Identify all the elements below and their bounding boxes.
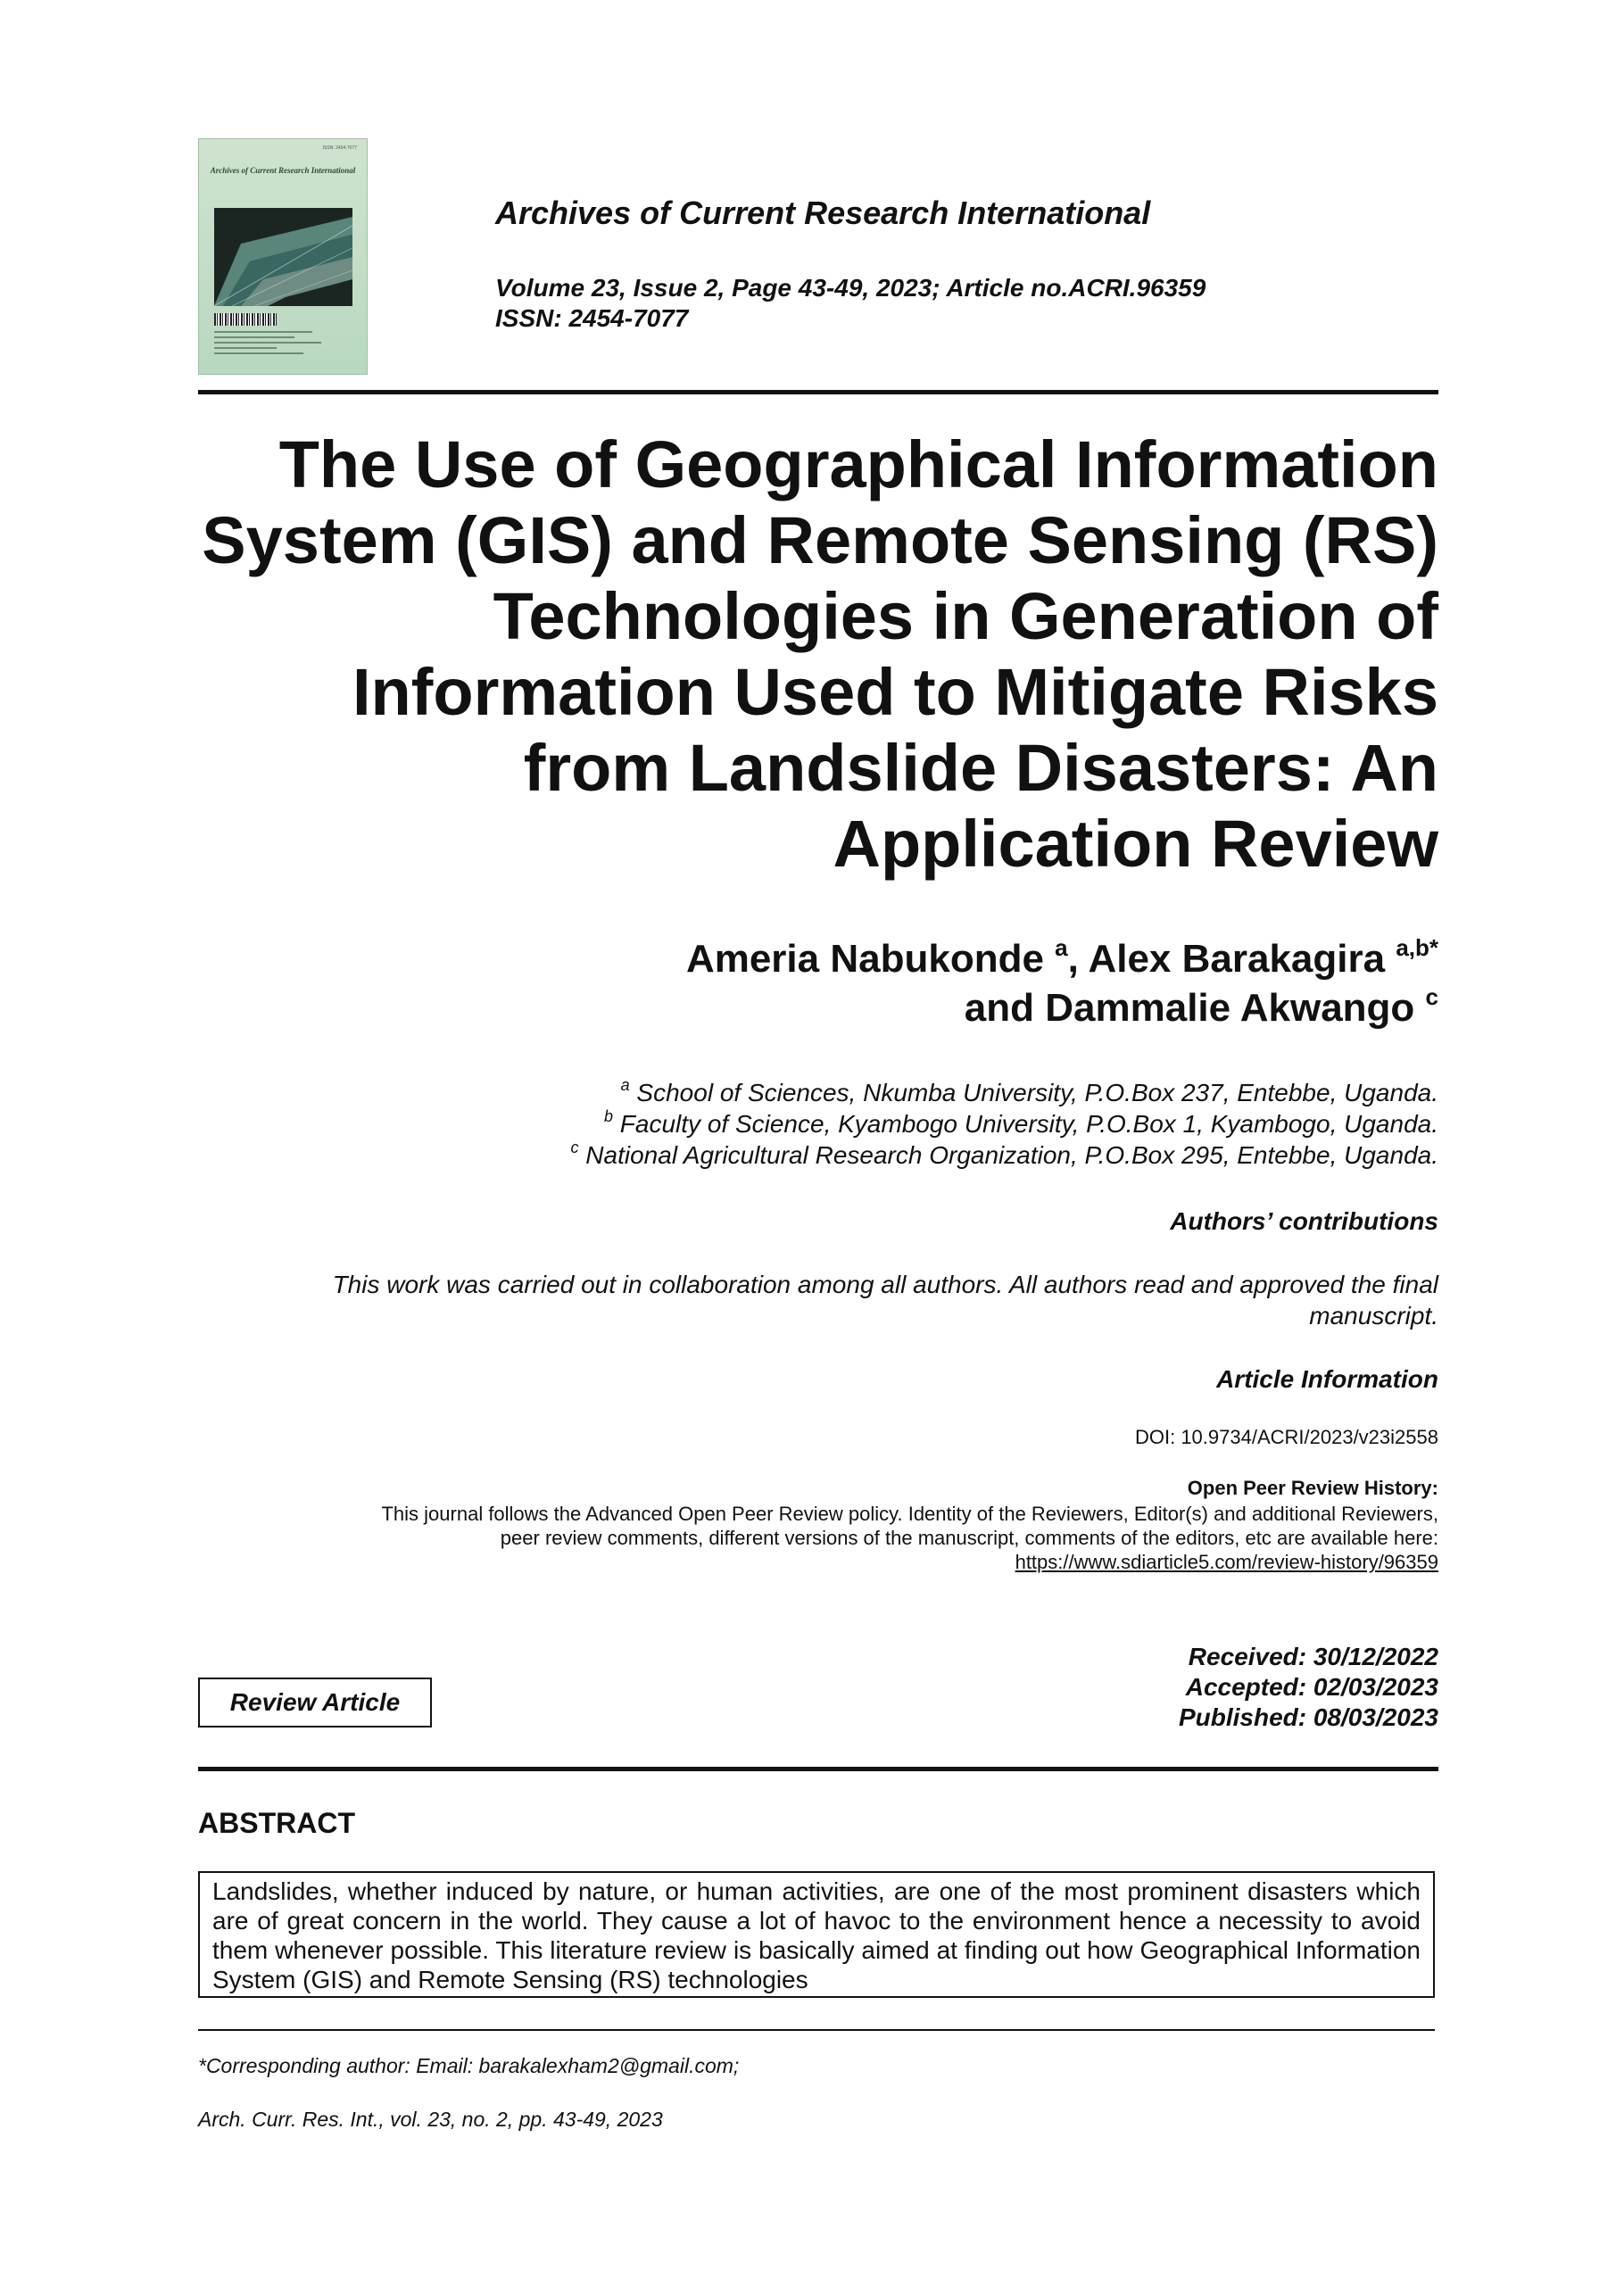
cover-title: Archives of Current Research International [210, 166, 356, 175]
title-line: Information Used to Mitigate Risks [352, 655, 1438, 729]
article-type-badge: Review Article [198, 1678, 432, 1727]
peer-review-heading: Open Peer Review History: [1187, 1477, 1438, 1499]
article-dates [1179, 1642, 1438, 1733]
cover-artwork [214, 208, 352, 306]
author-affiliation-mark: c [1425, 983, 1438, 1010]
affiliation-item [571, 1139, 1438, 1171]
title-line: from Landslide Disasters: An [523, 731, 1438, 805]
corresponding-author-footnote: *Corresponding author: Email: barakalexham2@gmail.com; [198, 2054, 740, 2077]
peer-review-text [381, 1502, 1438, 1574]
author-name: and Dammalie Akwango [964, 986, 1426, 1030]
journal-volume-line: Volume 23, Issue 2, Page 43-49, 2023; Article no.ACRI.96359 [495, 274, 1206, 302]
affiliation-text: School of Sciences, Nkumba University, P.O.Box 237, Entebbe, Uganda. [629, 1079, 1438, 1106]
cover-artwork-graphic [214, 208, 352, 306]
affiliation-item [571, 1108, 1438, 1139]
author-name: Ameria Nabukonde [685, 937, 1056, 981]
cover-text-lines [214, 331, 330, 363]
doi: DOI: 10.9734/ACRI/2023/v23i2558 [1134, 1426, 1438, 1448]
peer-review-line: This journal follows the Advanced Open Peer Review policy. Identity of the Reviewers, Editor(s) and additional Reviewers, [381, 1503, 1438, 1525]
footnote-divider [198, 2029, 1435, 2031]
contributions-line: manuscript. [1309, 1302, 1438, 1330]
abstract-text: Landslides, whether induced by nature, or human activities, are one of the most prominent disasters which are of great concern in the world. They cause a lot of havoc to the environment hence a necessity to avoid them whenever possible. This literature review is basically aimed at finding out how Geographical Information System (GIS) and Remote Sensing (RS) technologies [212, 1877, 1421, 1993]
abstract-box [198, 1871, 1435, 1998]
title-line: Technologies in Generation of [493, 579, 1438, 653]
citation-footer: Arch. Curr. Res. Int., vol. 23, no. 2, pp. 43-49, 2023 [198, 2108, 663, 2131]
affiliations [571, 1077, 1438, 1171]
affiliation-text: Faculty of Science, Kyambogo University, P.O.Box 1, Kyambogo, Uganda. [613, 1110, 1438, 1138]
contributions-heading: Authors’ contributions [1170, 1207, 1438, 1235]
author-affiliation-mark: a,b* [1396, 934, 1438, 961]
author-list [686, 934, 1438, 1032]
contributions-line: This work was carried out in collaboration among all authors. All authors read and approved the final [332, 1271, 1438, 1298]
article-title [189, 427, 1438, 882]
author-affiliation-mark: a [1055, 934, 1068, 961]
cover-issn: ISSN: 2454-7077 [322, 145, 357, 151]
journal-cover-image [198, 138, 368, 375]
abstract-heading: ABSTRACT [198, 1807, 355, 1839]
peer-review-line: peer review comments, different versions of the manuscript, comments of the editors, etc are available here: [500, 1527, 1438, 1549]
journal-name: Archives of Current Research International [495, 195, 1151, 231]
affiliation-mark: b [604, 1107, 614, 1125]
cover-barcode [214, 313, 277, 326]
affiliation-text: National Agricultural Research Organization, P.O.Box 295, Entebbe, Uganda. [578, 1141, 1438, 1169]
affiliation-mark: a [620, 1076, 630, 1094]
accepted-date: Accepted: 02/03/2023 [1185, 1673, 1438, 1701]
title-line: System (GIS) and Remote Sensing (RS) [202, 503, 1438, 577]
author-name: , Alex Barakagira [1067, 937, 1396, 981]
title-line: The Use of Geographical Information [278, 427, 1438, 501]
author-line-1 [686, 934, 1438, 983]
affiliation-item [571, 1077, 1438, 1108]
affiliation-mark: c [570, 1139, 579, 1156]
header-divider [198, 390, 1438, 394]
contributions-text [333, 1269, 1438, 1331]
published-date: Published: 08/03/2023 [1178, 1703, 1438, 1731]
author-line-2 [686, 983, 1438, 1032]
section-divider [198, 1767, 1438, 1771]
title-line: Application Review [833, 807, 1438, 881]
journal-issn: ISSN: 2454-7077 [495, 304, 689, 332]
article-info-heading: Article Information [1216, 1365, 1438, 1393]
received-date: Received: 30/12/2022 [1188, 1643, 1438, 1670]
review-history-link[interactable]: https://www.sdiarticle5.com/review-history/96359 [1015, 1551, 1438, 1573]
